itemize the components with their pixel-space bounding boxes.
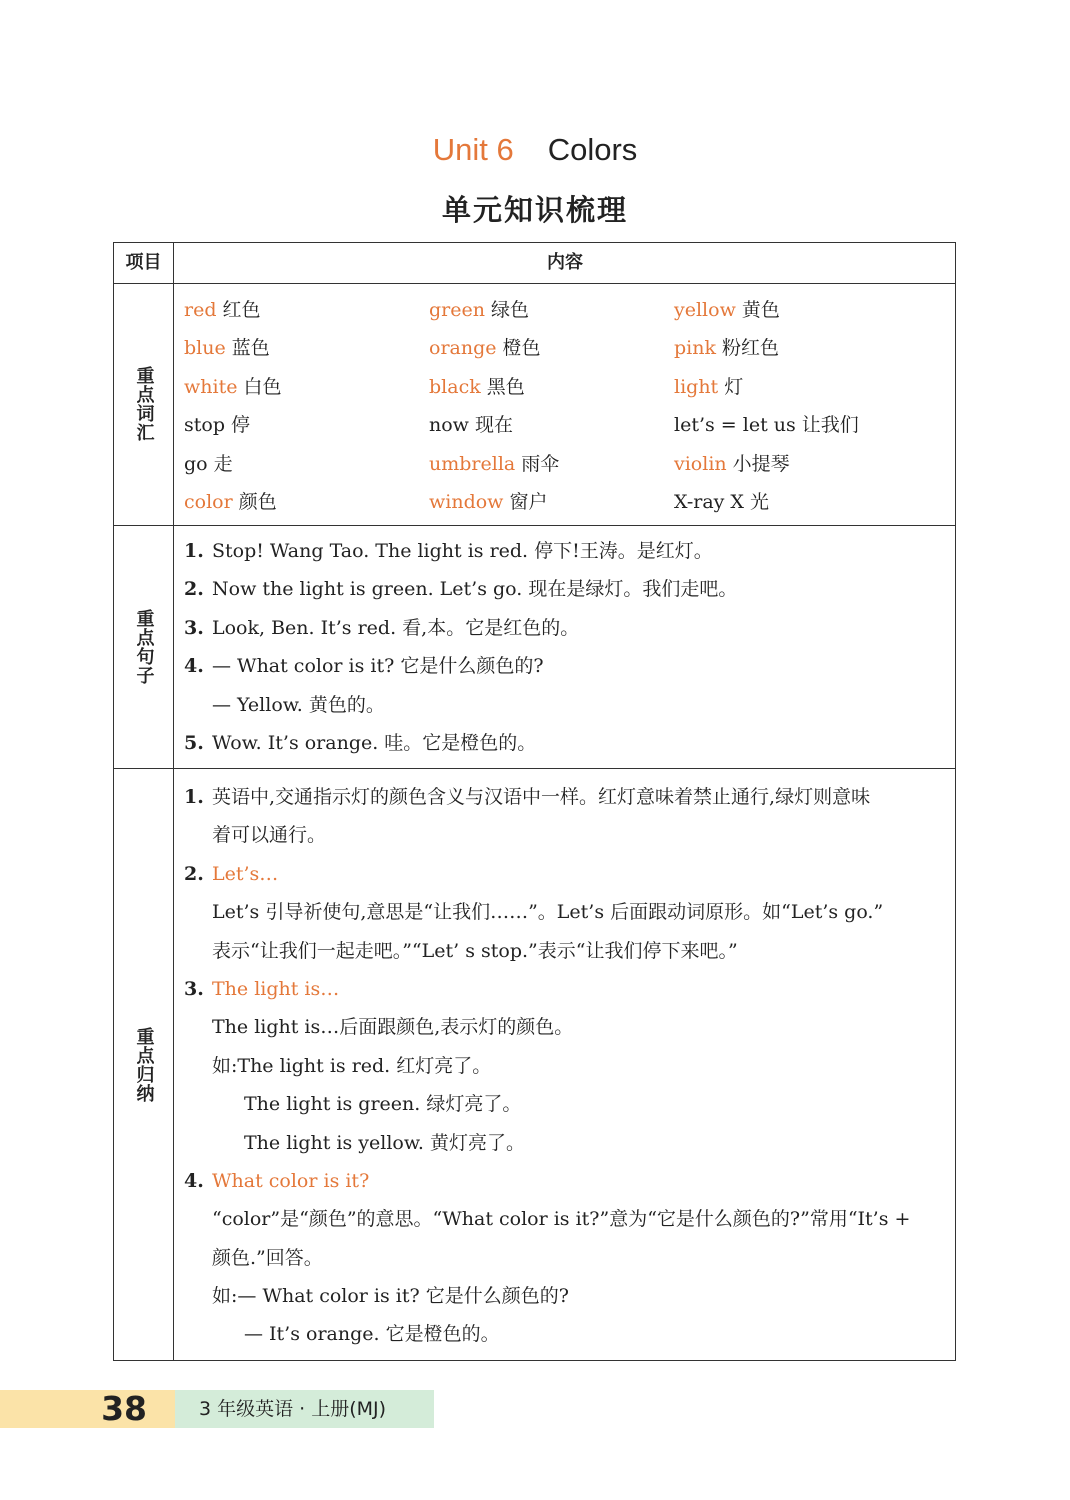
- note-4-line-3: 如:— What color is it? 它是什么颜色的?: [212, 1285, 569, 1308]
- vocab-word: red 红色: [184, 299, 261, 321]
- vocab-word: white 白色: [184, 375, 282, 398]
- notes-label-cell: [114, 768, 173, 1362]
- vocab-word: let’s = let us 让我们: [674, 414, 859, 437]
- vocab-word: black 黑色: [429, 375, 525, 398]
- note-3-line-1: The light is…后面跟颜色,表示灯的颜色。: [212, 1016, 574, 1039]
- knowledge-table: [113, 242, 956, 1361]
- page-number: 38: [0, 1390, 175, 1428]
- book-title: 3 年级英语 · 上册(MJ): [175, 1390, 434, 1428]
- vocab-word: pink 粉红色: [674, 337, 780, 360]
- vocab-word: now 现在: [429, 414, 513, 437]
- page-footer: [0, 1390, 434, 1428]
- vocab-word: go 走: [184, 452, 233, 475]
- note-4-line-2: 颜色.”回答。: [212, 1246, 323, 1269]
- note-3-line-3: The light is green. 绿灯亮了。: [244, 1093, 522, 1116]
- vocab-word: umbrella 雨伞: [429, 452, 560, 475]
- note-1-line-1: 1. 英语中,交通指示灯的颜色含义与汉语中一样。红灯意味着禁止通行,绿灯则意味: [184, 786, 871, 808]
- note-2-line-2: 表示“让我们一起走吧。”“Let’ s stop.”表示“让我们停下来吧。”: [212, 939, 738, 962]
- sentences-list: [184, 532, 954, 762]
- vocab-word: violin 小提琴: [674, 452, 790, 475]
- note-2-title: 2. Let’s…: [184, 862, 279, 885]
- sentence-5: 5. Wow. It’s orange. 哇。它是橙色的。: [184, 731, 537, 754]
- vocab-word: orange 橙色: [429, 337, 541, 360]
- header-item: 项目: [125, 252, 162, 273]
- vocab-label-cell: [114, 283, 173, 525]
- vocab-word: stop 停: [184, 414, 251, 437]
- sentence-4-question: 4. — What color is it? 它是什么颜色的?: [184, 655, 544, 678]
- sentence-4-answer: — Yellow. 黄色的。: [212, 693, 385, 716]
- note-4-line-4: — It’s orange. 它是橙色的。: [244, 1323, 500, 1346]
- sentences-label-cell: [114, 525, 173, 768]
- notes-list: [184, 778, 954, 1354]
- note-4-line-1: “color”是“颜色”的意思。“What color is it?”意为“它是什么颜色的?”常用“It’s +: [212, 1208, 911, 1231]
- vocab-word: blue 蓝色: [184, 337, 270, 360]
- note-4-title: 4. What color is it?: [184, 1169, 370, 1192]
- vocab-word: yellow 黄色: [674, 299, 780, 321]
- notes-label: 重点归纳: [133, 1027, 155, 1103]
- sentence-2: 2. Now the light is green. Let’s go. 现在是绿灯。我们走吧。: [184, 578, 738, 601]
- sentence-3: 3. Look, Ben. It’s red. 看,本。它是红色的。: [184, 616, 580, 639]
- vocab-grid: [184, 291, 944, 521]
- sentences-label: 重点句子: [133, 608, 155, 685]
- vocab-word: window 窗户: [429, 490, 548, 513]
- sentence-1: 1. Stop! Wang Tao. The light is red. 停下!王涛。是红灯。: [184, 540, 713, 562]
- vocab-word: X-ray X 光: [674, 490, 769, 513]
- note-3-line-4: The light is yellow. 黄灯亮了。: [244, 1131, 525, 1154]
- note-2-line-1: Let’s 引导祈使句,意思是“让我们……”。Let’s 后面跟动词原形。如“Let’s go.”: [212, 901, 884, 924]
- vocab-label: 重点词汇: [133, 366, 155, 442]
- note-3-title: 3. The light is…: [184, 977, 340, 1000]
- page-subtitle: 单元知识梳理: [441, 193, 628, 227]
- unit-name: Colors: [547, 132, 638, 167]
- note-1-line-2: 着可以通行。: [212, 824, 327, 847]
- note-3-line-2: 如:The light is red. 红灯亮了。: [212, 1054, 492, 1077]
- unit-title: [0, 132, 1070, 168]
- vocab-word: green 绿色: [429, 299, 529, 321]
- header-content: 内容: [547, 252, 583, 273]
- unit-number: Unit 6: [432, 132, 514, 167]
- vocab-word: color 颜色: [184, 490, 277, 513]
- vocab-word: light 灯: [674, 375, 744, 398]
